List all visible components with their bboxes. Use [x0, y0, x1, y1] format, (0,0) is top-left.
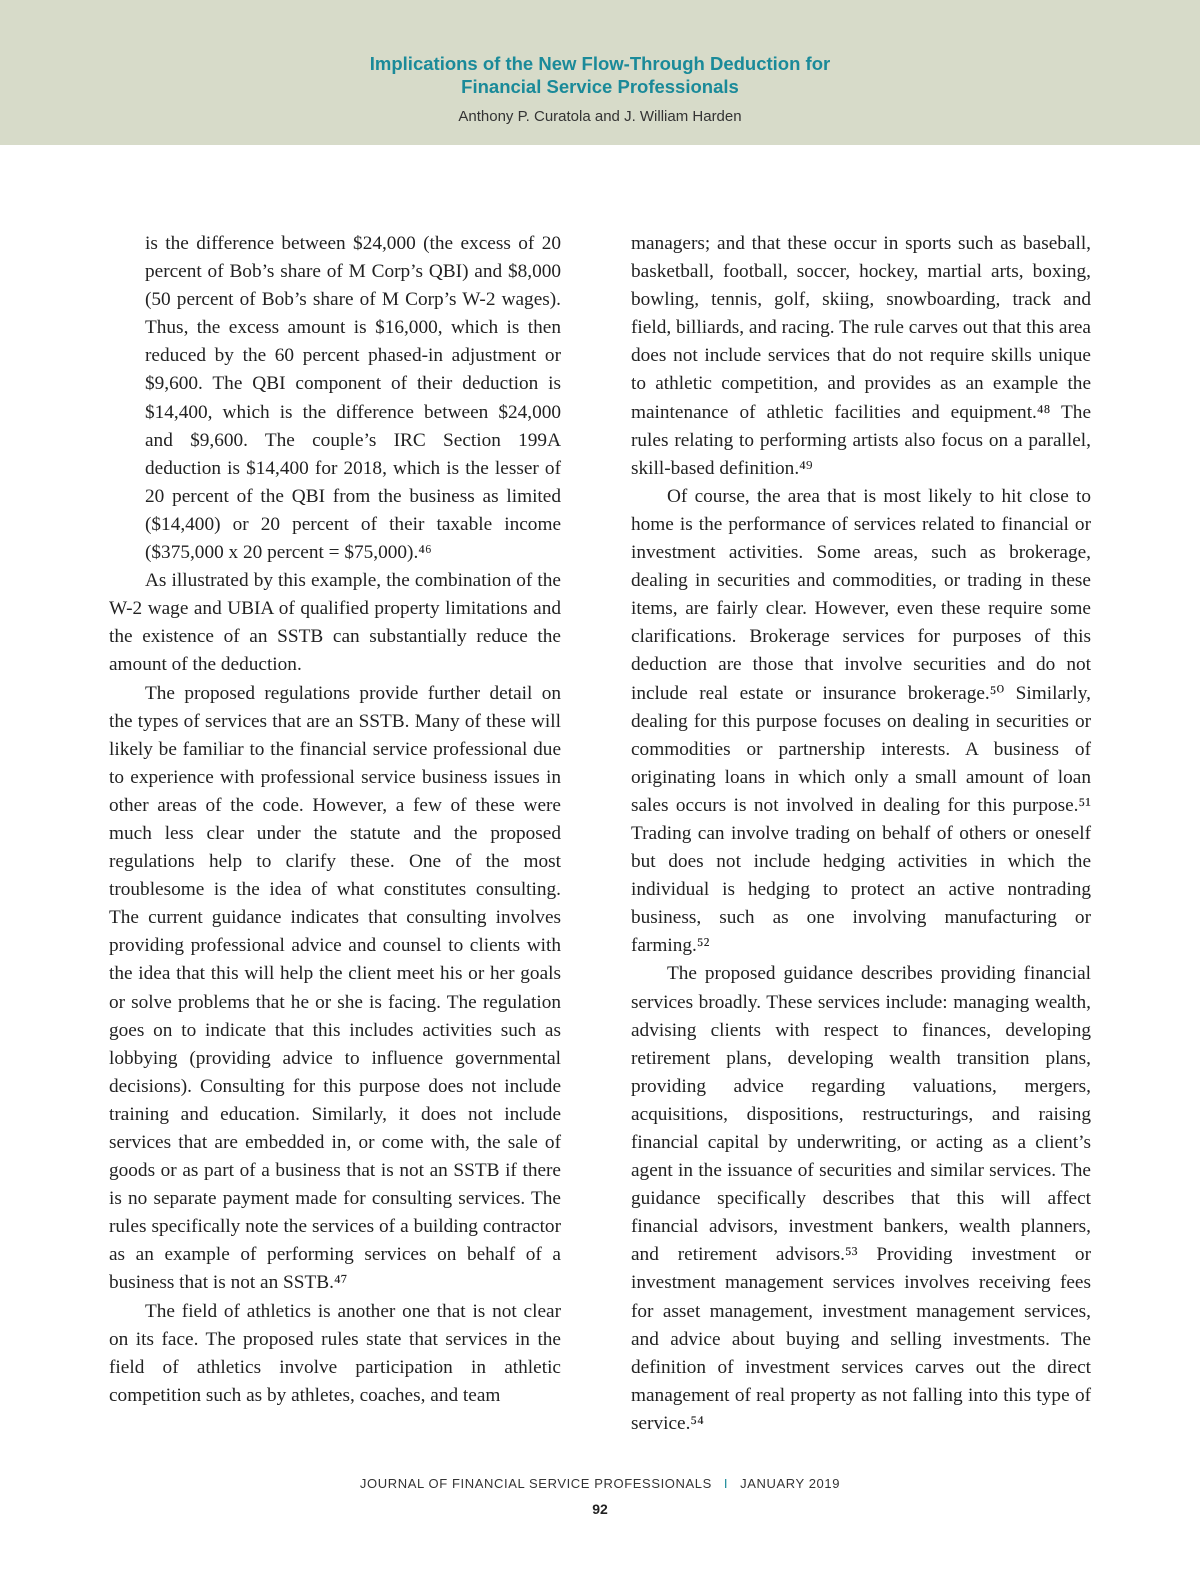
article-title-line-2: Financial Service Professionals — [461, 76, 739, 97]
paragraph: managers; and that these occur in sports such as baseball, basketball, football, soccer, hockey, martial arts, boxing, bowling, tennis, golf, skiing, snowboarding, track and field, billiards, and racing. The rule carves out that this area does not include services that do not require skills unique to athletic competition, and provides as an example the maintenance of athletic facilities and equipment.⁴⁸ The rules relating to performing artists also focus on a parallel, skill-based definition.⁴⁹ — [631, 233, 1091, 479]
issue-date: JANUARY 2019 — [740, 1476, 841, 1491]
left-column — [109, 230, 561, 1410]
paragraph: As illustrated by this example, the combination of the W-2 wage and UBIA of qualified property limitations and the existence of an SSTB can substantially reduce the amount of the deduction. — [109, 570, 561, 676]
running-header — [0, 0, 1200, 145]
paragraph: The proposed regulations provide further detail on the types of services that are an SSTB. Many of these will likely be familiar to the financial service professional due to experience with professional service business issues in other areas of the code. However, a few of these were much less clear under the statute and the proposed regulations help to clarify these. One of the most troublesome is the idea of what constitutes consulting. The current guidance indicates that consulting involves providing professional advice and counsel to clients with the idea that this will help the client meet his or her goals or solve problems that he or she is facing. The regulation goes on to indicate that this includes activities such as lobbying (providing advice to influence governmental decisions). Consulting for this purpose does not include training and education. Similarly, it does not include services that are embedded in, or come with, the sale of goods or as part of a business that is not an SSTB if there is no separate payment made for consulting services. The rules specifically note the services of a building contractor as an example of performing services on behalf of a business that is not an SSTB.⁴⁷ — [109, 682, 561, 1294]
paragraph: is the difference between $24,000 (the excess of 20 percent of Bob’s share of M Corp’s QBI) and $8,000 (50 percent of Bob’s share of M Corp’s W-2 wages). Thus, the excess amount is $16,000, which is then reduced by the 60 percent phased-in adjustment or $9,600. The QBI component of their deduction is $14,400, which is the difference between $24,000 and $9,600. The couple’s IRC Section 199A deduction is $14,400 for 2018, which is the lesser of 20 percent of the QBI from the business as limited ($14,400) or 20 percent of their taxable income ($375,000 x 20 percent = $75,000).⁴⁶ — [145, 233, 561, 564]
article-authors: Anthony P. Curatola and J. William Harden — [458, 108, 742, 125]
article-title-line-1: Implications of the New Flow-Through Deduction for — [369, 53, 831, 74]
footer-separator: I — [723, 1476, 729, 1491]
journal-name: JOURNAL OF FINANCIAL SERVICE PROFESSIONALS — [359, 1476, 712, 1491]
paragraph: The field of athletics is another one that is not clear on its face. The proposed rules state that services in the field of athletics involve participation in athletic competition such as by athletes, coaches, and team — [109, 1300, 561, 1406]
right-column — [631, 230, 1091, 1438]
running-footer — [0, 1476, 1200, 1491]
paragraph: Of course, the area that is most likely to hit close to home is the performance of services related to financial or investment activities. Some areas, such as brokerage, dealing in securities and commodities, or trading in these items, are fairly clear. However, even these require some clarifications. Brokerage services for purposes of this deduction are those that involve securities and do not include real estate or insurance brokerage.⁵⁰ Similarly, dealing for this purpose focuses on dealing in securities or commodities or partnership interests. A business of originating loans in which only a small amount of loan sales occurs is not involved in dealing for this purpose.⁵¹ Trading can involve trading on behalf of others or oneself but does not include hedging activities in which the individual is hedging to protect an active nontrading business, such as one involving manufacturing or farming.⁵² — [631, 485, 1091, 957]
paragraph: The proposed guidance describes providing financial services broadly. These services include: managing wealth, advising clients with respect to finances, developing retirement plans, developing wealth transition plans, providing advice regarding valuations, mergers, acquisitions, dispositions, restructurings, and raising financial capital by underwriting, or acting as a client’s agent in the issuance of securities and similar services. The guidance specifically describes that this will affect financial advisors, investment bankers, wealth planners, and retirement advisors.⁵³ Providing investment or investment management services involves receiving fees for asset management, investment management services, and advice about buying and selling investments. The definition of investment services carves out the direct management of real property as not falling into this type of service.⁵⁴ — [631, 963, 1091, 1434]
page-number: 92 — [592, 1501, 608, 1517]
article-title — [0, 52, 1200, 98]
